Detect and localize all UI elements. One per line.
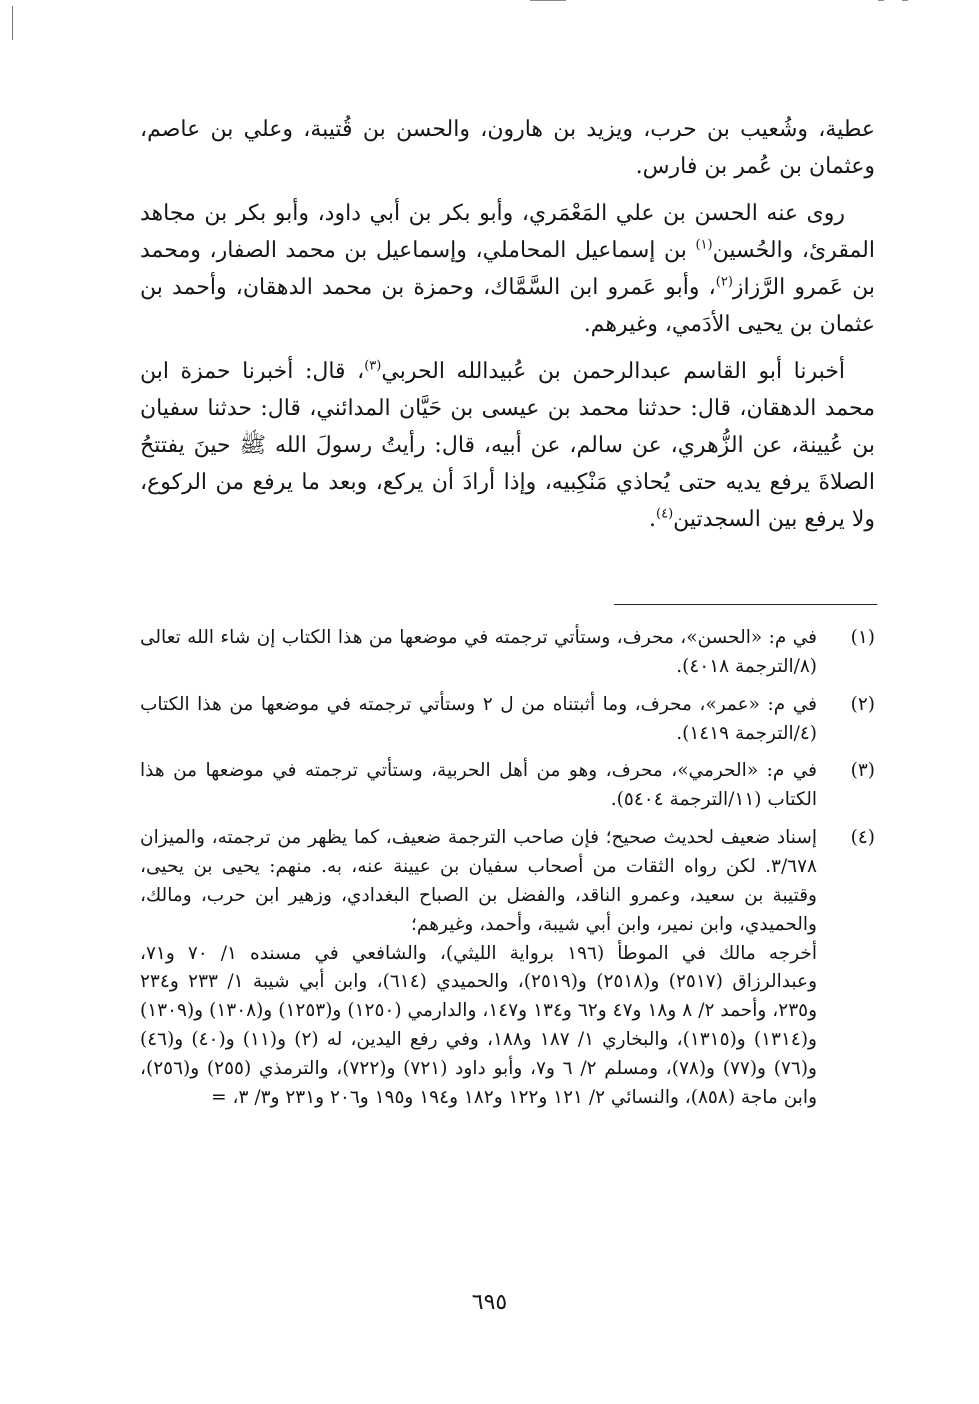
text-segment: ، قال: أخبرنا حمزة ابن محمد الدهقان، قال: حدثنا محمد بن عيسى بن حَيَّان المدائني، قال: حدثنا سفيان بن عُيينة، عن الزُّهري، عن سالم، عن أبيه، قال: رأيتُ رسولَ الله ﷺ حينَ يفتتحُ الصلاةَ يرفع يديه حتى يُحاذي مَنْكِبيه، وإذا أرادَ أن يركع، وبعد ما يرفع من الركوع، ولا يرفع بين السجدتين xyxy=(140,358,875,532)
main-text xyxy=(140,112,875,548)
footnote-line: إسناد ضعيف لحديث صحيح؛ فإن صاحب الترجمة ضعيف، كما يظهر من ترجمته، والميزان ٣/٦٧٨. لكن رواه الثقات من أصحاب سفيان بن عيينة عنه، به. منهم: يحيى بن يحيى، وقتيبة بن سعيد، وعمرو الناقد، والفضل بن الصباح البغدادي، وزهير ابن حرب، ومالك، والحميدي، وابن نمير، وابن أبي شيبة، وأحمد، وغيرهم؛ xyxy=(140,827,817,935)
footnote-ref-1[interactable]: (١) xyxy=(695,237,713,253)
footnote-separator xyxy=(614,604,877,605)
footnote-number: (٤) xyxy=(850,827,875,849)
footnote-text xyxy=(140,757,817,815)
footnote-3 xyxy=(140,757,875,815)
footnote-line: أخرجه مالك في الموطأ (١٩٦ برواية الليثي)، والشافعي في مسنده ١/ ٧٠ و٧١، وعبدالرزاق (٢٥١٧) و(٢٥١٨) و(٢٥١٩)، والحميدي (٦١٤)، وابن أبي شيبة ١/ ٢٣٣ و٢٣٤ و٢٣٥، وأحمد ٢/ ٨ و١٨ و٤٧ و٦٢ و١٣٤ و١٤٧، والدارمي (١٢٥٠) و(١٢٥٣) و(١٣٠٨) و(١٣٠٩) و(١٣١٤) و(١٣١٥)، والبخاري ١/ ١٨٧ و١٨٨، وفي رفع اليدين، له (٢) و(١١) و(٤٠) و(٤٦) و(٧٦) و(٧٧) و(٧٨)، ومسلم ٢/ ٦ و٧، وأبو داود (٧٢١) و(٧٢٢)، والترمذي (٢٥٥) و(٢٥٦)، وابن ماجة (٨٥٨)، والنسائي ٢/ ١٢١ و١٢٢ و١٨٢ و١٩٤ و١٩٥ و٢٠٦ و٢٣١ و٣/ ٣، = xyxy=(140,942,818,1108)
scan-edge-mark xyxy=(878,0,884,1)
footnote-line: في م: «الحرمي»، محرف، وهو من أهل الحربية، وستأتي ترجمته في موضعها من هذا الكتاب (١١/الترجمة ٥٤٠٤). xyxy=(140,760,817,811)
paragraph-students xyxy=(140,196,875,344)
footnotes xyxy=(140,624,875,1122)
footnote-1 xyxy=(140,624,875,682)
footnote-2 xyxy=(140,691,875,749)
footnote-number: (١) xyxy=(850,627,875,648)
scan-edge-mark xyxy=(12,6,13,40)
footnote-text xyxy=(140,624,817,682)
text-segment: روى عنه الحسن بن علي المَعْمَري، وأبو بكر بن أبي داود، وأبو بكر بن مجاهد المقرئ، والحُسين xyxy=(140,200,875,263)
footnote-ref-3[interactable]: (٣) xyxy=(364,358,382,374)
text-segment: أخبرنا أبو القاسم عبدالرحمن بن عُبيدالله الحربي xyxy=(381,358,845,384)
text-segment: عطية، وشُعيب بن حرب، ويزيد بن هارون، والحسن بن قُتيبة، وعلي بن عاصم، وعثمان بن عُمر بن فارس. xyxy=(140,117,875,179)
footnote-number: (٣) xyxy=(850,760,875,782)
footnote-number: (٢) xyxy=(850,693,875,715)
scan-edge-mark xyxy=(902,0,908,1)
paragraph-teachers xyxy=(140,112,875,186)
footnote-ref-2[interactable]: (٢) xyxy=(715,274,733,290)
footnote-text xyxy=(140,691,817,749)
text-segment: بن إسماعيل المحاملي، وإسماعيل بن محمد الصفار، ومحمد بن عَمرو الرَّزاز xyxy=(140,237,875,300)
footnote-text xyxy=(140,824,817,1113)
footnote-line: في م: «عمر»، محرف، وما أثبتناه من ل ٢ وستأتي ترجمته في موضعها من هذا الكتاب (٤/الترجمة ١٤١٩). xyxy=(140,693,817,744)
text-segment: ، وأبو عَمرو ابن السَّمَّاك، وحمزة بن محمد الدهقان، وأحمد بن عثمان بن يحيى الأدَمي، وغيرهم. xyxy=(140,274,875,337)
footnote-line: في م: «الحسن»، محرف، وستأتي ترجمته في موضعها من هذا الكتاب إن شاء الله تعالى (٨/الترجمة ٤٠١٨). xyxy=(140,627,817,677)
paragraph-hadith xyxy=(140,354,875,539)
scan-edge-mark xyxy=(530,0,566,1)
text-segment: . xyxy=(649,506,656,532)
footnote-4 xyxy=(140,824,875,1113)
page-number: ٦٩٥ xyxy=(471,1290,508,1315)
footnote-ref-4[interactable]: (٤) xyxy=(656,506,674,522)
